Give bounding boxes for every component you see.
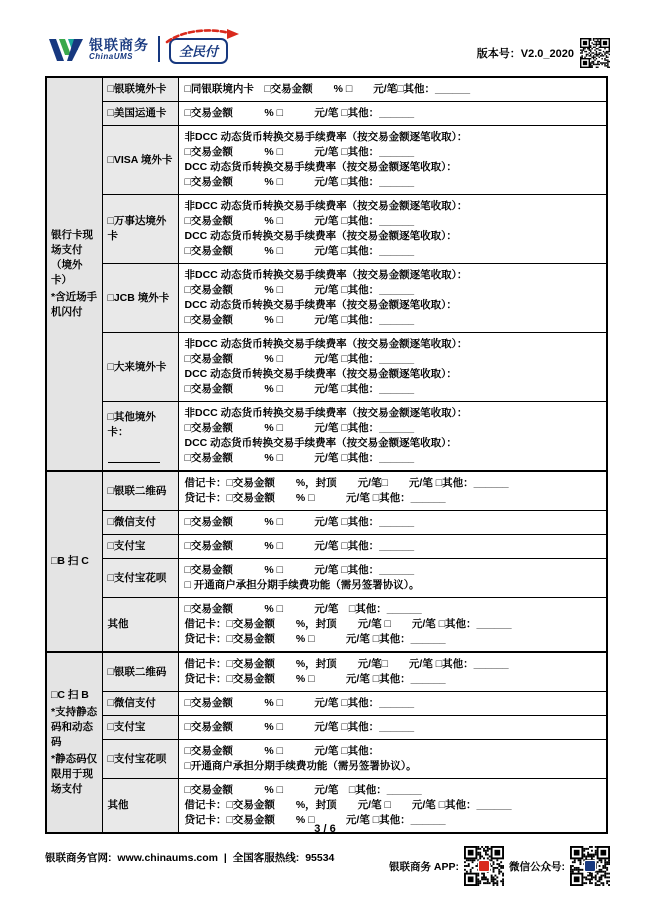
fee-line: □交易金额 % □ 元/笔 □其他：______	[184, 721, 415, 733]
fee-cell	[178, 598, 607, 653]
method-cell: □大来境外卡	[102, 333, 178, 402]
footer-divider: |	[223, 852, 227, 864]
method-cell: □支付宝花呗	[102, 559, 178, 598]
website-label: 银联商务官网:	[45, 852, 112, 864]
fee-line: 贷记卡：□交易金额 % □ 元/笔 □其他：______	[184, 633, 446, 645]
fee-line: DCC 动态货币转换交易手续费率（按交易金额逐笔收取）：	[184, 230, 457, 242]
fee-line: □交易金额 % □ 元/笔 □其他：______	[184, 176, 415, 188]
brand-name-cn: 银联商务	[89, 36, 149, 53]
fee-cell	[178, 559, 607, 598]
table-row	[46, 264, 607, 333]
fee-cell	[178, 126, 607, 195]
method-cell: □支付宝花呗	[102, 740, 178, 779]
fee-cell	[178, 77, 607, 102]
header-qr-code-icon	[580, 38, 610, 68]
red-swoosh-icon	[165, 28, 241, 44]
fee-cell	[178, 102, 607, 126]
section-label: 银行卡现场支付（境外卡） *含近场手机闪付	[46, 77, 102, 471]
fee-line: □交易金额 % □ 元/笔 □其他：______	[184, 697, 415, 709]
table-row	[46, 740, 607, 779]
fee-line: DCC 动态货币转换交易手续费率（按交易金额逐笔收取）：	[184, 368, 457, 380]
version-label: 版本号：V2.0_2020	[476, 48, 574, 60]
fee-line: DCC 动态货币转换交易手续费率（按交易金额逐笔收取）：	[184, 299, 457, 311]
fee-line: 非DCC 动态货币转换交易手续费率（按交易金额逐笔收取）：	[184, 407, 468, 419]
method-cell: □银联二维码	[102, 652, 178, 692]
table-row	[46, 559, 607, 598]
fee-line: □交易金额 % □ 元/笔 □其他：______	[184, 284, 415, 296]
fee-line: □开通商户承担分期手续费功能（需另签署协议）。	[184, 760, 417, 772]
hotline-label: 全国客服热线:	[232, 852, 300, 864]
method-cell: □微信支付	[102, 511, 178, 535]
table-row	[46, 471, 607, 511]
fee-line: □交易金额 % □ 元/笔 □其他：______	[184, 452, 415, 464]
fee-line: □交易金额 % □ 元/笔 □其他：______	[184, 516, 415, 528]
fee-cell	[178, 716, 607, 740]
fee-line: 借记卡：□交易金额 %，封顶 元/笔 □ 元/笔 □其他：______	[184, 618, 512, 630]
fill-in-blank	[108, 448, 160, 463]
fee-cell	[178, 471, 607, 511]
fee-line: 非DCC 动态货币转换交易手续费率（按交易金额逐笔收取）：	[184, 200, 468, 212]
fee-cell	[178, 511, 607, 535]
fee-line: 贷记卡：□交易金额 % □ 元/笔 □其他：______	[184, 814, 446, 826]
table-row	[46, 716, 607, 740]
method-cell: 其他	[102, 598, 178, 653]
fee-cell	[178, 195, 607, 264]
method-cell: □其他境外卡：	[102, 402, 178, 472]
table-row	[46, 102, 607, 126]
section-note: *含近场手机闪付	[51, 291, 98, 318]
app-qr-label: 银联商务 APP:	[388, 860, 459, 873]
fee-line: □交易金额 % □ 元/笔 □其他：______	[184, 353, 415, 365]
app-qr-code-icon	[464, 846, 504, 886]
wechat-qr-label: 微信公众号:	[509, 860, 565, 873]
footer-qrs	[389, 846, 610, 886]
quanminfu-badge	[169, 38, 228, 64]
footer-contact	[45, 850, 337, 865]
fee-table-wrap	[45, 76, 608, 834]
product-name: 全民付	[169, 38, 228, 64]
fee-line: □交易金额 % □ 元/笔 □其他：______	[184, 107, 415, 119]
fee-line: □交易金额 % □ 元/笔 □其他：______	[184, 245, 415, 257]
qr-center-logo	[478, 860, 490, 872]
table-row	[46, 77, 607, 102]
fee-line: □ 开通商户承担分期手续费功能（需另签署协议）。	[184, 579, 420, 591]
method-cell: 其他	[102, 779, 178, 834]
table-row	[46, 652, 607, 692]
method-cell: □美国运通卡	[102, 102, 178, 126]
table-row	[46, 511, 607, 535]
fee-line: 非DCC 动态货币转换交易手续费率（按交易金额逐笔收取）：	[184, 338, 468, 350]
table-row	[46, 692, 607, 716]
method-cell: □VISA 境外卡	[102, 126, 178, 195]
page-number: 3 / 6	[314, 823, 336, 835]
fee-line: □交易金额 % □ 元/笔 □其他：______	[184, 540, 415, 552]
fee-line: □交易金额 % □ 元/笔 □其他：______	[184, 215, 415, 227]
brand-name-en: ChinaUMS	[89, 51, 133, 61]
fee-line: 非DCC 动态货币转换交易手续费率（按交易金额逐笔收取）：	[184, 269, 468, 281]
table-row	[46, 402, 607, 472]
fee-cell	[178, 402, 607, 472]
fee-line: □交易金额 % □ 元/笔 □其他：______	[184, 564, 415, 576]
fee-cell	[178, 333, 607, 402]
fee-line: DCC 动态货币转换交易手续费率（按交易金额逐笔收取）：	[184, 437, 457, 449]
table-row	[46, 126, 607, 195]
table-row	[46, 195, 607, 264]
fee-table	[45, 76, 608, 834]
fee-line: □交易金额 % □ 元/笔 □其他：______	[184, 314, 415, 326]
section-label: □C 扫 B *支持静态码和动态码 *静态码仅限用于现场支付	[46, 652, 102, 833]
fee-line: □交易金额 % □ 元/笔 □其他：______	[184, 383, 415, 395]
method-cell: □银联二维码	[102, 471, 178, 511]
fee-line: □同银联境内卡 □交易金额 % □ 元/笔□其他：______	[184, 83, 471, 95]
section-note: *静态码仅限用于现场支付	[51, 753, 98, 795]
method-cell: □银联境外卡	[102, 77, 178, 102]
fee-line: □交易金额 % □ 元/笔 □其他：	[184, 745, 380, 757]
fee-line: 非DCC 动态货币转换交易手续费率（按交易金额逐笔收取）：	[184, 131, 468, 143]
fee-line: 贷记卡：□交易金额 % □ 元/笔 □其他：______	[184, 492, 446, 504]
version-block	[477, 38, 610, 68]
fee-line: 借记卡：□交易金额 %，封顶 元/笔□ 元/笔 □其他：______	[184, 658, 509, 670]
fee-line: 贷记卡：□交易金额 % □ 元/笔 □其他：______	[184, 673, 446, 685]
hotline-number: 95534	[305, 852, 335, 864]
fee-line: □交易金额 % □ 元/笔 □其他：______	[184, 422, 415, 434]
website-url: www.chinaums.com	[117, 852, 218, 864]
qr-center-logo	[584, 860, 596, 872]
logo-divider	[158, 36, 160, 62]
fee-cell	[178, 740, 607, 779]
table-row	[46, 535, 607, 559]
method-cell: □支付宝	[102, 535, 178, 559]
fee-line: 借记卡：□交易金额 %，封顶 元/笔 □ 元/笔 □其他：______	[184, 799, 512, 811]
header	[48, 34, 228, 64]
section-label: □B 扫 C	[46, 471, 102, 652]
fee-cell	[178, 264, 607, 333]
fee-cell	[178, 535, 607, 559]
fee-line: □交易金额 % □ 元/笔 □其他：______	[184, 146, 415, 158]
chinaums-logo-icon	[48, 35, 84, 63]
method-cell: □万事达境外卡	[102, 195, 178, 264]
method-cell: □微信支付	[102, 692, 178, 716]
table-row	[46, 598, 607, 653]
method-cell: □JCB 境外卡	[102, 264, 178, 333]
fee-line: □交易金额 % □ 元/笔 □其他：______	[184, 603, 422, 615]
method-cell: □支付宝	[102, 716, 178, 740]
fee-line: DCC 动态货币转换交易手续费率（按交易金额逐笔收取）：	[184, 161, 457, 173]
brand-text	[89, 38, 149, 61]
wechat-qr-code-icon	[570, 846, 610, 886]
table-row	[46, 333, 607, 402]
section-note: *支持静态码和动态码	[51, 706, 98, 748]
fee-line: □交易金额 % □ 元/笔 □其他：______	[184, 784, 422, 796]
fee-line: 借记卡：□交易金额 %，封顶 元/笔□ 元/笔 □其他：______	[184, 477, 509, 489]
fee-cell	[178, 652, 607, 692]
fee-cell	[178, 692, 607, 716]
